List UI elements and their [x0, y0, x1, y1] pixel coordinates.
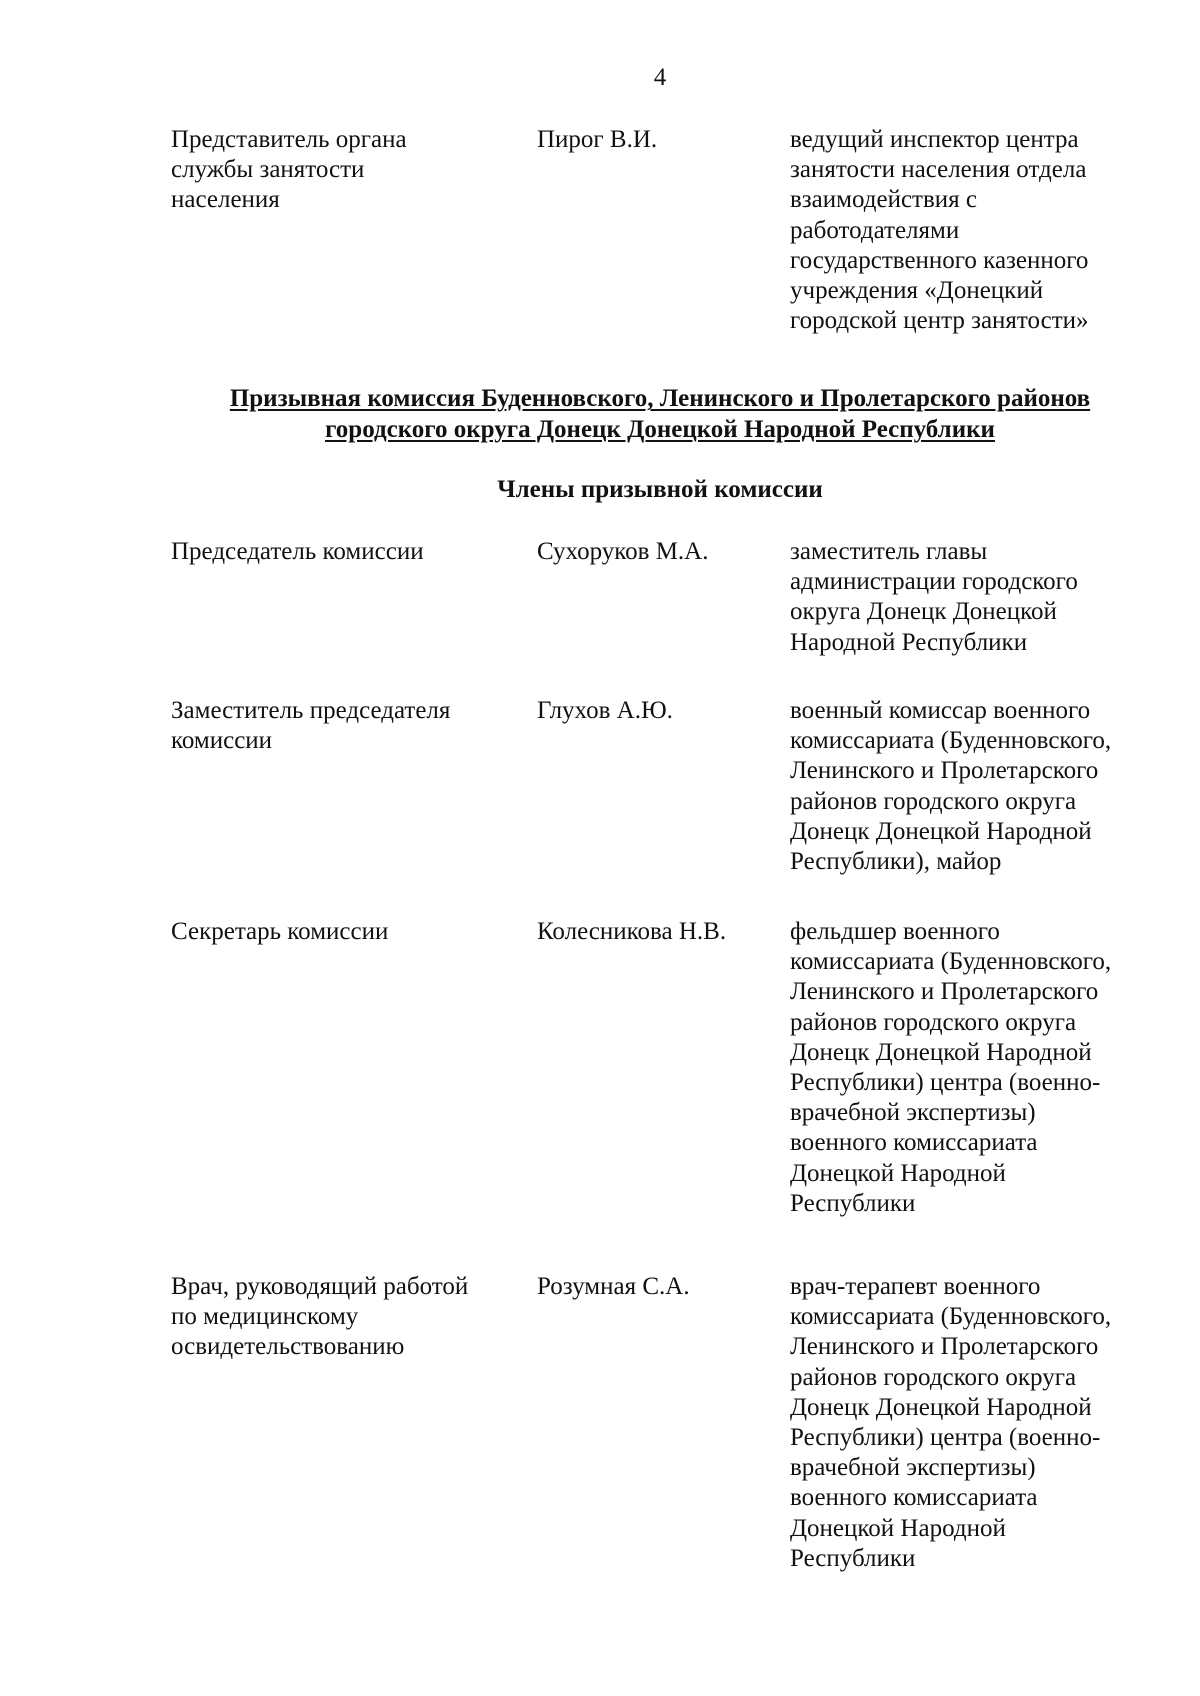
member-description: фельдшер военного комиссариата (Буденновского, Ленинского и Пролетарского районов городского округа Донецк Донецкой Народной Республики) центра (военно- врачебной экспертизы) военного комиссариата Донецкой Народной Республики — [790, 918, 1112, 1217]
section-title-line-1: Призывная комиссия Буденновского, Ленинского и Пролетарского районов — [229, 385, 1091, 412]
member-role: Представитель органа службы занятости населения — [171, 126, 407, 214]
member-role: Председатель комиссии — [171, 538, 424, 565]
member-description: заместитель главы администрации городского округа Донецк Донецкой Народной Республики — [790, 538, 1078, 656]
member-description: врач-терапевт военного комиссариата (Буденновского, Ленинского и Пролетарского районов городского округа Донецк Донецкой Народной Республики) центра (военно- врачебной экспертизы) военного комиссариата Донецкой Народной Республики — [790, 1273, 1112, 1572]
member-name: Глухов А.Ю. — [537, 697, 673, 724]
member-role: Секретарь комиссии — [171, 918, 389, 945]
member-name: Пирог В.И. — [537, 126, 658, 153]
page-number: 4 — [653, 64, 667, 91]
member-name: Колесникова Н.В. — [537, 918, 727, 945]
section-subtitle: Члены призывной комиссии — [497, 476, 823, 503]
member-description: ведущий инспектор центра занятости населения отдела взаимодействия с работодателями государственного казенного учреждения «Донецкий городской центр занятости» — [790, 126, 1089, 335]
member-description: военный комиссар военного комиссариата (Буденновского, Ленинского и Пролетарского районов городского округа Донецк Донецкой Народной Республики), майор — [790, 697, 1112, 876]
member-role: Врач, руководящий работой по медицинскому освидетельствованию — [171, 1273, 469, 1361]
member-name: Сухоруков М.А. — [537, 538, 709, 565]
member-role: Заместитель председателя комиссии — [171, 697, 451, 755]
section-title-line-2: городского округа Донецк Донецкой Народной Республики — [325, 416, 995, 443]
section-title — [130, 383, 1190, 445]
member-name: Розумная С.А. — [537, 1273, 690, 1300]
